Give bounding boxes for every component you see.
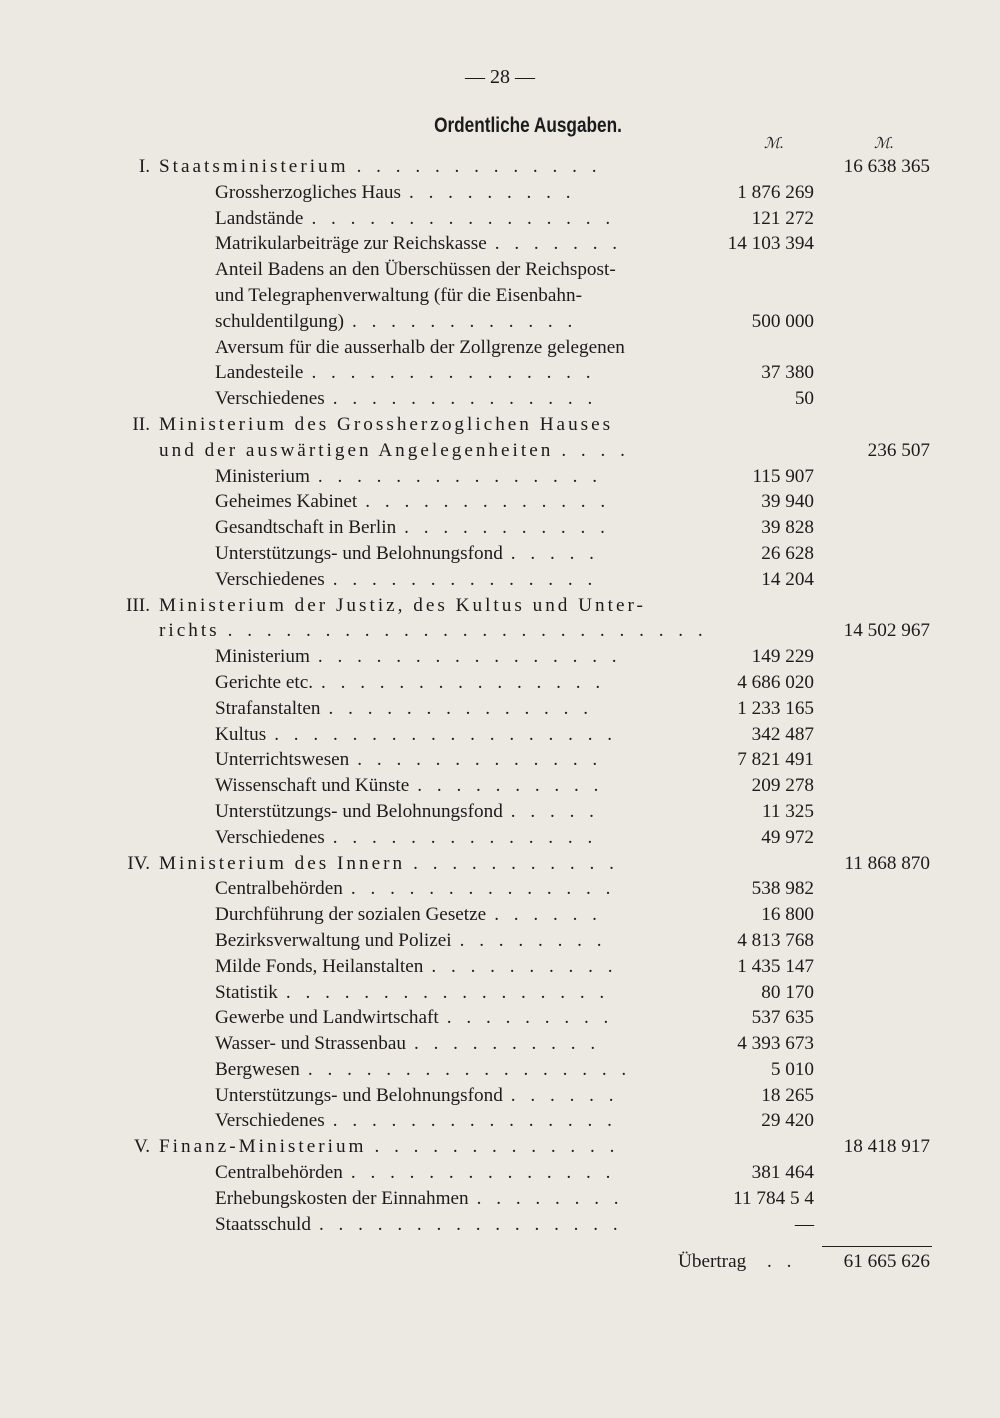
carry-forward-value: 61 665 626 [843, 1251, 930, 1272]
leader-dots: . . . . . . . . . . . . . . . . [318, 1213, 623, 1235]
table-row [0, 825, 1000, 851]
leader-dots: . . . . . . . . [476, 1187, 624, 1209]
row-label: Staatsministerium [159, 156, 349, 177]
table-row [0, 438, 1000, 464]
row-label: Landstände [215, 207, 304, 229]
row-label: Landesteile [215, 362, 304, 384]
leader-dots: . . . . [561, 439, 630, 461]
row-label: Durchführung der sozialen Gesetze [215, 904, 487, 926]
table-row [0, 541, 1000, 567]
row-label: Wissenschaft und Künste [215, 775, 410, 797]
section-numeral: V. [133, 1136, 150, 1158]
row-label: Finanz-Ministerium [159, 1136, 367, 1158]
row-text [159, 412, 730, 438]
leader-dots: . . . . . . . . . . . . . [365, 491, 611, 513]
table-row [0, 773, 1000, 799]
amount-detail: 37 380 [761, 362, 814, 384]
row-label: Wasser- und Strassenbau [215, 1033, 406, 1055]
table-row [0, 1083, 1000, 1109]
row-text [215, 799, 730, 825]
leader-dots: . . . . . . . . . . . . . [357, 749, 603, 771]
amount-detail: 538 982 [751, 878, 814, 900]
leader-dots: . . . . . . . . . . . . . . . . . [307, 1058, 632, 1080]
leader-dots: . . . . . . . . . . . . . [374, 1136, 620, 1158]
row-label: Matrikularbeiträge zur Reichskasse [215, 233, 487, 255]
row-text [215, 825, 730, 851]
leader-dots: . . . . . . . [494, 233, 623, 255]
table-row [0, 515, 1000, 541]
row-text [215, 722, 730, 748]
table-row [0, 335, 1000, 361]
amount-detail: 39 940 [761, 491, 814, 513]
leader-dots: . . . . . . . . . . . . . . . . [311, 207, 616, 229]
amount-detail: 4 813 768 [737, 929, 814, 951]
row-text [215, 980, 730, 1006]
row-text [215, 567, 730, 593]
amount-detail: 18 265 [761, 1084, 814, 1106]
table-row [0, 670, 1000, 696]
row-label: Statistik [215, 981, 278, 1003]
page-title: Ordentliche Ausgaben. [434, 114, 622, 137]
table-row [0, 928, 1000, 954]
amount-detail: 80 170 [761, 981, 814, 1003]
row-text [159, 851, 814, 877]
row-label: Unterstützungs- und Belohnungsfond [215, 542, 503, 564]
carry-forward-row [0, 1248, 1000, 1276]
carry-forward-dots: . . [767, 1251, 797, 1272]
amount-detail: 39 828 [761, 517, 814, 539]
leader-dots: . . . . . . . . . . . . . . . [321, 671, 606, 693]
amount-section-total: 16 638 365 [843, 156, 930, 177]
section-numeral: IV. [127, 852, 150, 874]
row-label: schuldentilgung) [215, 310, 344, 332]
row-text [215, 1083, 730, 1109]
row-text [215, 386, 730, 412]
row-label: richts [159, 620, 220, 642]
table-row [0, 1057, 1000, 1083]
unit-header-column-2: ℳ. [874, 136, 894, 152]
row-label: Aversum für die ausserhalb der Zollgrenze gelegenen [215, 336, 625, 358]
row-label: Ministerium [215, 646, 310, 668]
row-text [159, 438, 814, 464]
row-text [159, 593, 730, 619]
table-row [0, 1031, 1000, 1057]
row-text [159, 154, 814, 180]
leader-dots: . . . . . . [510, 1084, 619, 1106]
section-numeral: III. [126, 594, 150, 616]
table-row [0, 980, 1000, 1006]
row-text [215, 231, 730, 257]
leader-dots: . . . . . . . . . . [417, 775, 604, 797]
amount-detail: 121 272 [751, 207, 814, 229]
row-text [215, 1005, 730, 1031]
row-text [215, 876, 730, 902]
leader-dots: . . . . . . . . . . . . . . [332, 568, 598, 590]
row-label: Ministerium des Grossherzoglichen Hauses [159, 413, 614, 435]
table-row [0, 593, 1000, 619]
leader-dots: . . . . . . . . . [446, 1007, 614, 1029]
leader-dots: . . . . . . [494, 904, 602, 926]
amount-detail: — [794, 1213, 814, 1235]
leader-dots: . . . . . . . . . . . . . . [332, 388, 598, 410]
table-row [0, 489, 1000, 515]
amount-detail: 14 103 394 [727, 233, 814, 255]
row-text [215, 180, 730, 206]
row-label: Anteil Badens an den Überschüssen der Reichspost- [215, 259, 616, 281]
row-text [215, 902, 730, 928]
row-text [215, 335, 730, 361]
leader-dots: . . . . . . . . . . . [404, 517, 610, 539]
row-label: Gewerbe und Landwirtschaft [215, 1007, 439, 1029]
row-label: Strafanstalten [215, 697, 321, 719]
row-label: Unterrichtswesen [215, 749, 350, 771]
table-row [0, 1186, 1000, 1212]
leader-dots: . . . . . . . . . . . . . . [328, 697, 594, 719]
amount-detail: 16 800 [761, 904, 814, 926]
table-row [0, 799, 1000, 825]
row-text [215, 1057, 730, 1083]
row-label: Verschiedenes [215, 1110, 325, 1132]
row-text [159, 1134, 814, 1160]
leader-dots: . . . . . . . . . . [431, 955, 618, 977]
row-label: und Telegraphenverwaltung (für die Eisenbahn- [215, 284, 582, 306]
row-text [215, 283, 730, 309]
leader-dots: . . . . . . . . . [408, 181, 576, 203]
row-text [215, 1108, 730, 1134]
row-label: Ministerium [215, 465, 310, 487]
leader-dots: . . . . . . . . . . . . . . [350, 1162, 616, 1184]
row-text [215, 464, 730, 490]
table-row [0, 644, 1000, 670]
table-row [0, 851, 1000, 877]
leader-dots: . . . . . . . . . . . . . [356, 156, 602, 177]
row-label: Kultus [215, 723, 267, 745]
amount-detail: 14 204 [761, 568, 814, 590]
table-row [0, 231, 1000, 257]
amount-detail: 26 628 [761, 542, 814, 564]
amount-detail: 4 686 020 [737, 671, 814, 693]
leader-dots: . . . . . . . . . . . . . . [332, 826, 598, 848]
table-row [0, 180, 1000, 206]
leader-dots: . . . . . . . . . . . . [351, 310, 578, 332]
row-text [215, 206, 730, 232]
amount-detail: 7 821 491 [737, 749, 814, 771]
table-row [0, 1212, 1000, 1238]
leader-dots: . . . . . . . . . . . . . . . . . . [274, 723, 618, 745]
amount-detail: 381 464 [751, 1162, 814, 1184]
table-row [0, 257, 1000, 283]
row-text [215, 515, 730, 541]
row-text [215, 489, 730, 515]
amount-detail: 49 972 [761, 826, 814, 848]
amount-detail: 1 233 165 [737, 697, 814, 719]
leader-dots: . . . . . . . . . . . . . . . . . [285, 981, 610, 1003]
row-label: Gerichte etc. [215, 671, 314, 693]
section-numeral: I. [138, 156, 150, 177]
amount-section-total: 236 507 [867, 439, 930, 461]
row-text [215, 747, 730, 773]
row-label: Staatsschuld [215, 1213, 311, 1235]
row-text [215, 1186, 730, 1212]
table-row [0, 154, 1000, 180]
row-text [215, 954, 730, 980]
leader-dots: . . . . . . . . . . . . . . . . . . . . . . . . . [227, 620, 708, 642]
row-text [215, 541, 730, 567]
table-row [0, 1108, 1000, 1134]
table-row [0, 206, 1000, 232]
row-label: Geheimes Kabinet [215, 491, 358, 513]
amount-detail: 149 229 [751, 646, 814, 668]
table-row [0, 360, 1000, 386]
page-number: — 28 — [465, 66, 535, 88]
row-text [215, 1212, 730, 1238]
leader-dots: . . . . . . . . . . . . . . . [332, 1110, 617, 1132]
amount-detail: 537 635 [751, 1007, 814, 1029]
table-row [0, 1005, 1000, 1031]
row-text [215, 309, 730, 335]
table-row [0, 954, 1000, 980]
row-text [215, 696, 730, 722]
amount-detail: 115 907 [752, 465, 814, 487]
table-row [0, 386, 1000, 412]
row-label: Unterstützungs- und Belohnungsfond [215, 800, 503, 822]
table-row [0, 876, 1000, 902]
table-row [0, 1134, 1000, 1160]
table-row [0, 309, 1000, 335]
leader-dots: . . . . . . . . . . . . . . . . [317, 646, 622, 668]
amount-detail: 1 876 269 [737, 181, 814, 203]
row-text [215, 928, 730, 954]
leader-dots: . . . . . . . . . . [413, 1033, 601, 1055]
total-rule [822, 1246, 932, 1247]
table-row [0, 283, 1000, 309]
row-label: Ministerium der Justiz, des Kultus und Unter- [159, 594, 646, 616]
row-label: Bergwesen [215, 1058, 300, 1080]
row-label: Erhebungskosten der Einnahmen [215, 1187, 469, 1209]
row-text [215, 670, 730, 696]
leader-dots: . . . . . . . . . . . . . . . [317, 465, 602, 487]
section-numeral: II. [132, 413, 150, 435]
leader-dots: . . . . . . . . . . . . . . . [311, 362, 596, 384]
table-row [0, 1160, 1000, 1186]
amount-detail: 11 784 5 4 [733, 1187, 814, 1209]
leader-dots: . . . . . . . . [459, 929, 607, 951]
amount-detail: 342 487 [751, 723, 814, 745]
amount-detail: 11 325 [761, 800, 814, 822]
row-text [215, 257, 730, 283]
row-text [215, 1031, 730, 1057]
amount-detail: 4 393 673 [737, 1033, 814, 1055]
leader-dots: . . . . . . . . . . . [413, 852, 619, 874]
row-label: Unterstützungs- und Belohnungsfond [215, 1084, 503, 1106]
leader-dots: . . . . . [510, 542, 599, 564]
amount-detail: 50 [794, 388, 814, 410]
carry-forward-label: Übertrag [678, 1251, 747, 1272]
row-text [215, 1160, 730, 1186]
table-row [0, 696, 1000, 722]
row-label: Verschiedenes [215, 826, 325, 848]
table-row [0, 618, 1000, 644]
unit-header-column-1: ℳ. [764, 136, 784, 152]
row-label: Verschiedenes [215, 568, 325, 590]
amount-section-total: 11 868 870 [844, 852, 930, 874]
row-label: und der auswärtigen Angelegenheiten [159, 439, 554, 461]
row-label: Milde Fonds, Heilanstalten [215, 955, 424, 977]
table-row [0, 464, 1000, 490]
leader-dots: . . . . . [510, 800, 599, 822]
row-label: Ministerium des Innern [159, 852, 406, 874]
row-label: Bezirksverwaltung und Polizei [215, 929, 452, 951]
amount-section-total: 14 502 967 [843, 620, 930, 642]
row-label: Gesandtschaft in Berlin [215, 517, 397, 539]
amount-section-total: 18 418 917 [843, 1136, 930, 1158]
expense-table [0, 154, 1000, 1237]
row-label: Verschiedenes [215, 388, 325, 410]
amount-detail: 29 420 [761, 1110, 814, 1132]
leader-dots: . . . . . . . . . . . . . . [350, 878, 616, 900]
table-row [0, 567, 1000, 593]
table-row [0, 902, 1000, 928]
table-row [0, 722, 1000, 748]
table-row [0, 747, 1000, 773]
row-label: Grossherzogliches Haus [215, 181, 401, 203]
row-label: Centralbehörden [215, 1162, 343, 1184]
table-row [0, 412, 1000, 438]
amount-detail: 1 435 147 [737, 955, 814, 977]
amount-detail: 500 000 [751, 310, 814, 332]
row-label: Centralbehörden [215, 878, 343, 900]
row-text [215, 360, 730, 386]
amount-detail: 5 010 [770, 1058, 814, 1080]
row-text [215, 773, 730, 799]
row-text [215, 644, 730, 670]
row-text [159, 618, 814, 644]
amount-detail: 209 278 [751, 775, 814, 797]
